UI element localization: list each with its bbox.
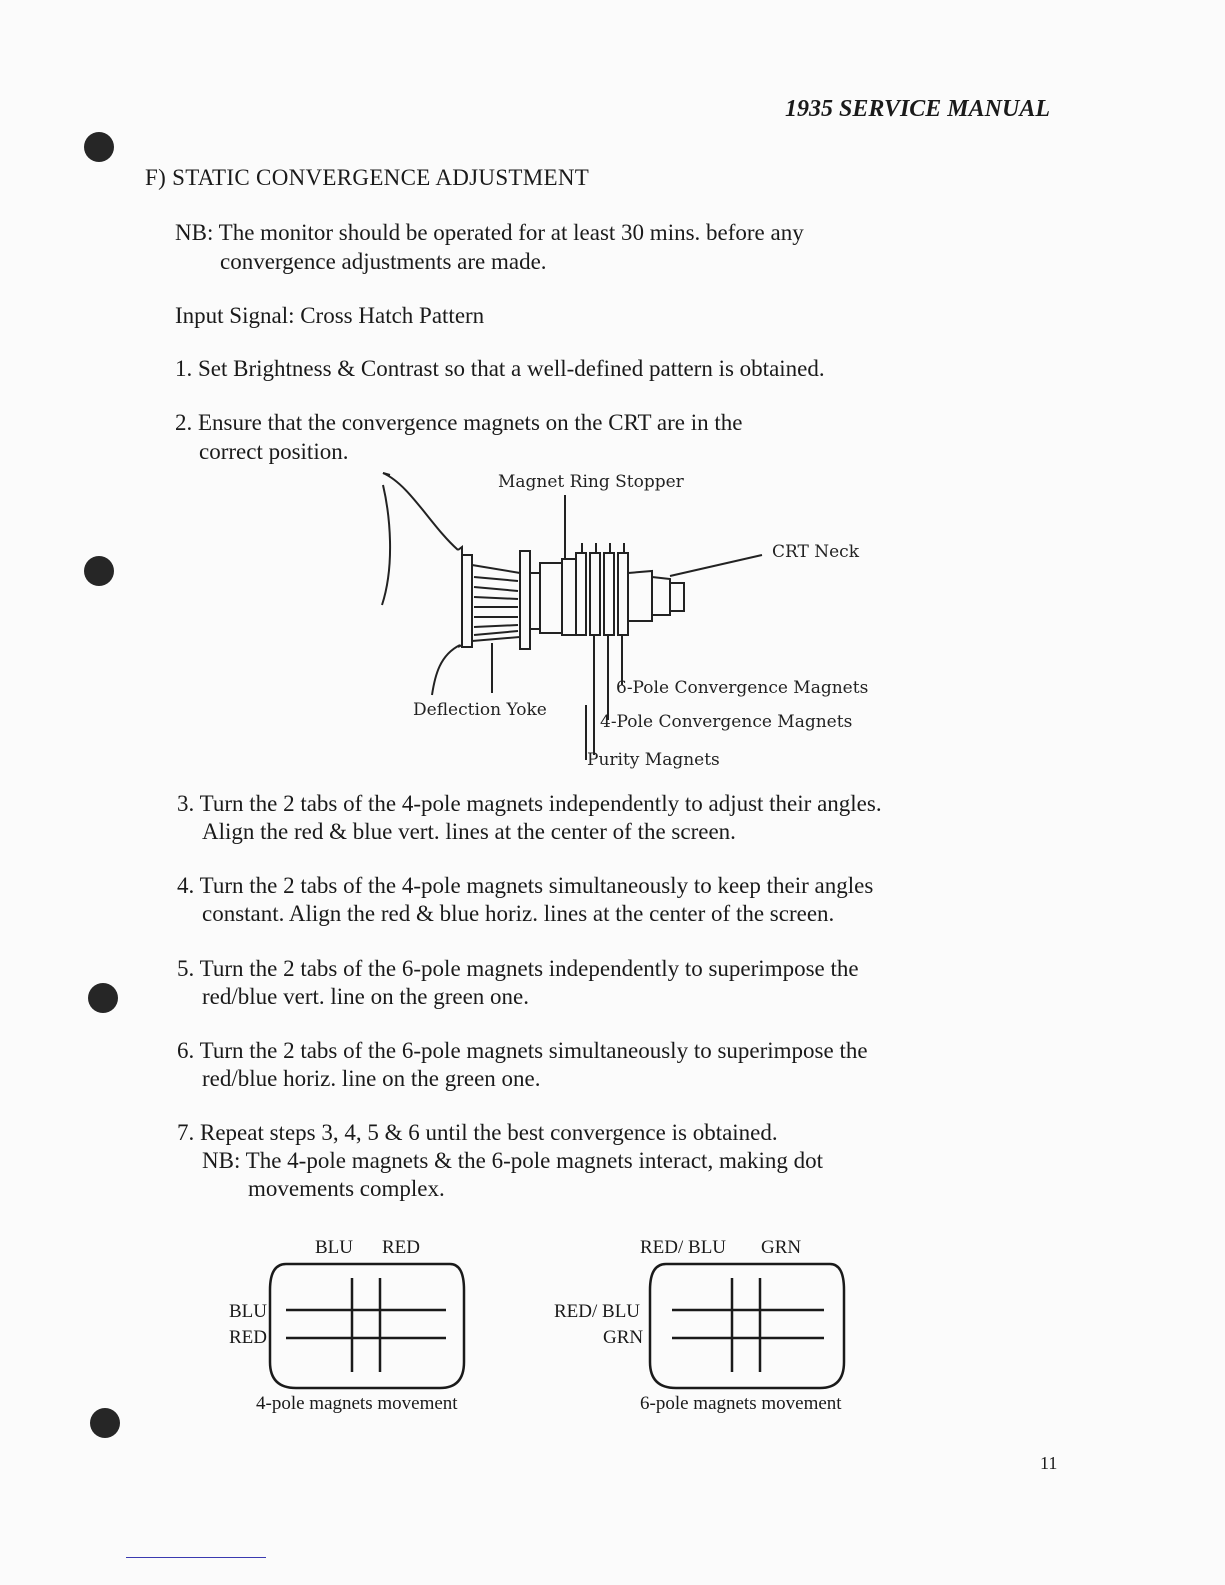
label-four-pole-magnets: 4-Pole Convergence Magnets: [600, 712, 853, 732]
step-5-line-2: red/blue vert. line on the green one.: [202, 984, 529, 1009]
label-purity-magnets: Purity Magnets: [587, 750, 720, 770]
right-screen-label-redblu: RED/ BLU: [640, 1237, 727, 1258]
four-pole-screen-diagram: [268, 1260, 468, 1390]
step-7-line-1: 7. Repeat steps 3, 4, 5 & 6 until the best convergence is obtained.: [177, 1120, 778, 1145]
step-5-line-1: 5. Turn the 2 tabs of the 6-pole magnets independently to superimpose the: [177, 956, 859, 981]
step-4-line-2: constant. Align the red & blue horiz. lines at the center of the screen.: [202, 901, 835, 926]
step-7-line-2: NB: The 4-pole magnets & the 6-pole magnets interact, making dot: [202, 1148, 824, 1173]
step-6-line-2: red/blue horiz. line on the green one.: [202, 1066, 541, 1091]
page-number: 11: [1040, 1453, 1058, 1473]
binder-hole: [88, 983, 118, 1013]
running-header: 1935 SERVICE MANUAL: [785, 96, 1050, 122]
left-screen-side-red: RED: [229, 1327, 267, 1348]
right-screen-side-redblu: RED/ BLU: [554, 1301, 641, 1322]
right-screen-label-grn: GRN: [761, 1237, 802, 1258]
step-2-line-1: 2. Ensure that the convergence magnets on the CRT are in the: [175, 410, 743, 435]
left-screen-label-red: RED: [382, 1237, 420, 1258]
left-screen-caption: 4-pole magnets movement: [256, 1393, 458, 1414]
binder-hole: [84, 556, 114, 586]
left-screen-side-blu: BLU: [229, 1301, 267, 1322]
label-magnet-ring-stopper: Magnet Ring Stopper: [498, 472, 684, 492]
binder-hole: [84, 132, 114, 162]
label-six-pole-magnets: 6-Pole Convergence Magnets: [616, 678, 869, 698]
step-4-line-1: 4. Turn the 2 tabs of the 4-pole magnets simultaneously to keep their angles: [177, 873, 874, 898]
scan-edge-line: [126, 1557, 266, 1558]
note-line-1: NB: The monitor should be operated for at least 30 mins. before any: [175, 220, 804, 245]
section-title: F) STATIC CONVERGENCE ADJUSTMENT: [145, 165, 590, 190]
step-7-line-3: movements complex.: [248, 1176, 445, 1201]
step-6-line-1: 6. Turn the 2 tabs of the 6-pole magnets simultaneously to superimpose the: [177, 1038, 868, 1063]
note-line-2: convergence adjustments are made.: [220, 249, 547, 274]
left-screen-label-blu: BLU: [315, 1237, 353, 1258]
step-3-line-1: 3. Turn the 2 tabs of the 4-pole magnets independently to adjust their angles.: [177, 791, 882, 816]
binder-hole: [90, 1408, 120, 1438]
six-pole-screen-diagram: [648, 1260, 848, 1390]
step-2-line-2: correct position.: [199, 439, 349, 464]
label-crt-neck: CRT Neck: [772, 542, 860, 562]
step-1: 1. Set Brightness & Contrast so that a well-defined pattern is obtained.: [175, 356, 825, 381]
label-deflection-yoke: Deflection Yoke: [413, 700, 547, 720]
step-3-line-2: Align the red & blue vert. lines at the center of the screen.: [202, 819, 736, 844]
right-screen-side-grn: GRN: [603, 1327, 644, 1348]
right-screen-caption: 6-pole magnets movement: [640, 1393, 842, 1414]
input-signal: Input Signal: Cross Hatch Pattern: [175, 303, 485, 328]
